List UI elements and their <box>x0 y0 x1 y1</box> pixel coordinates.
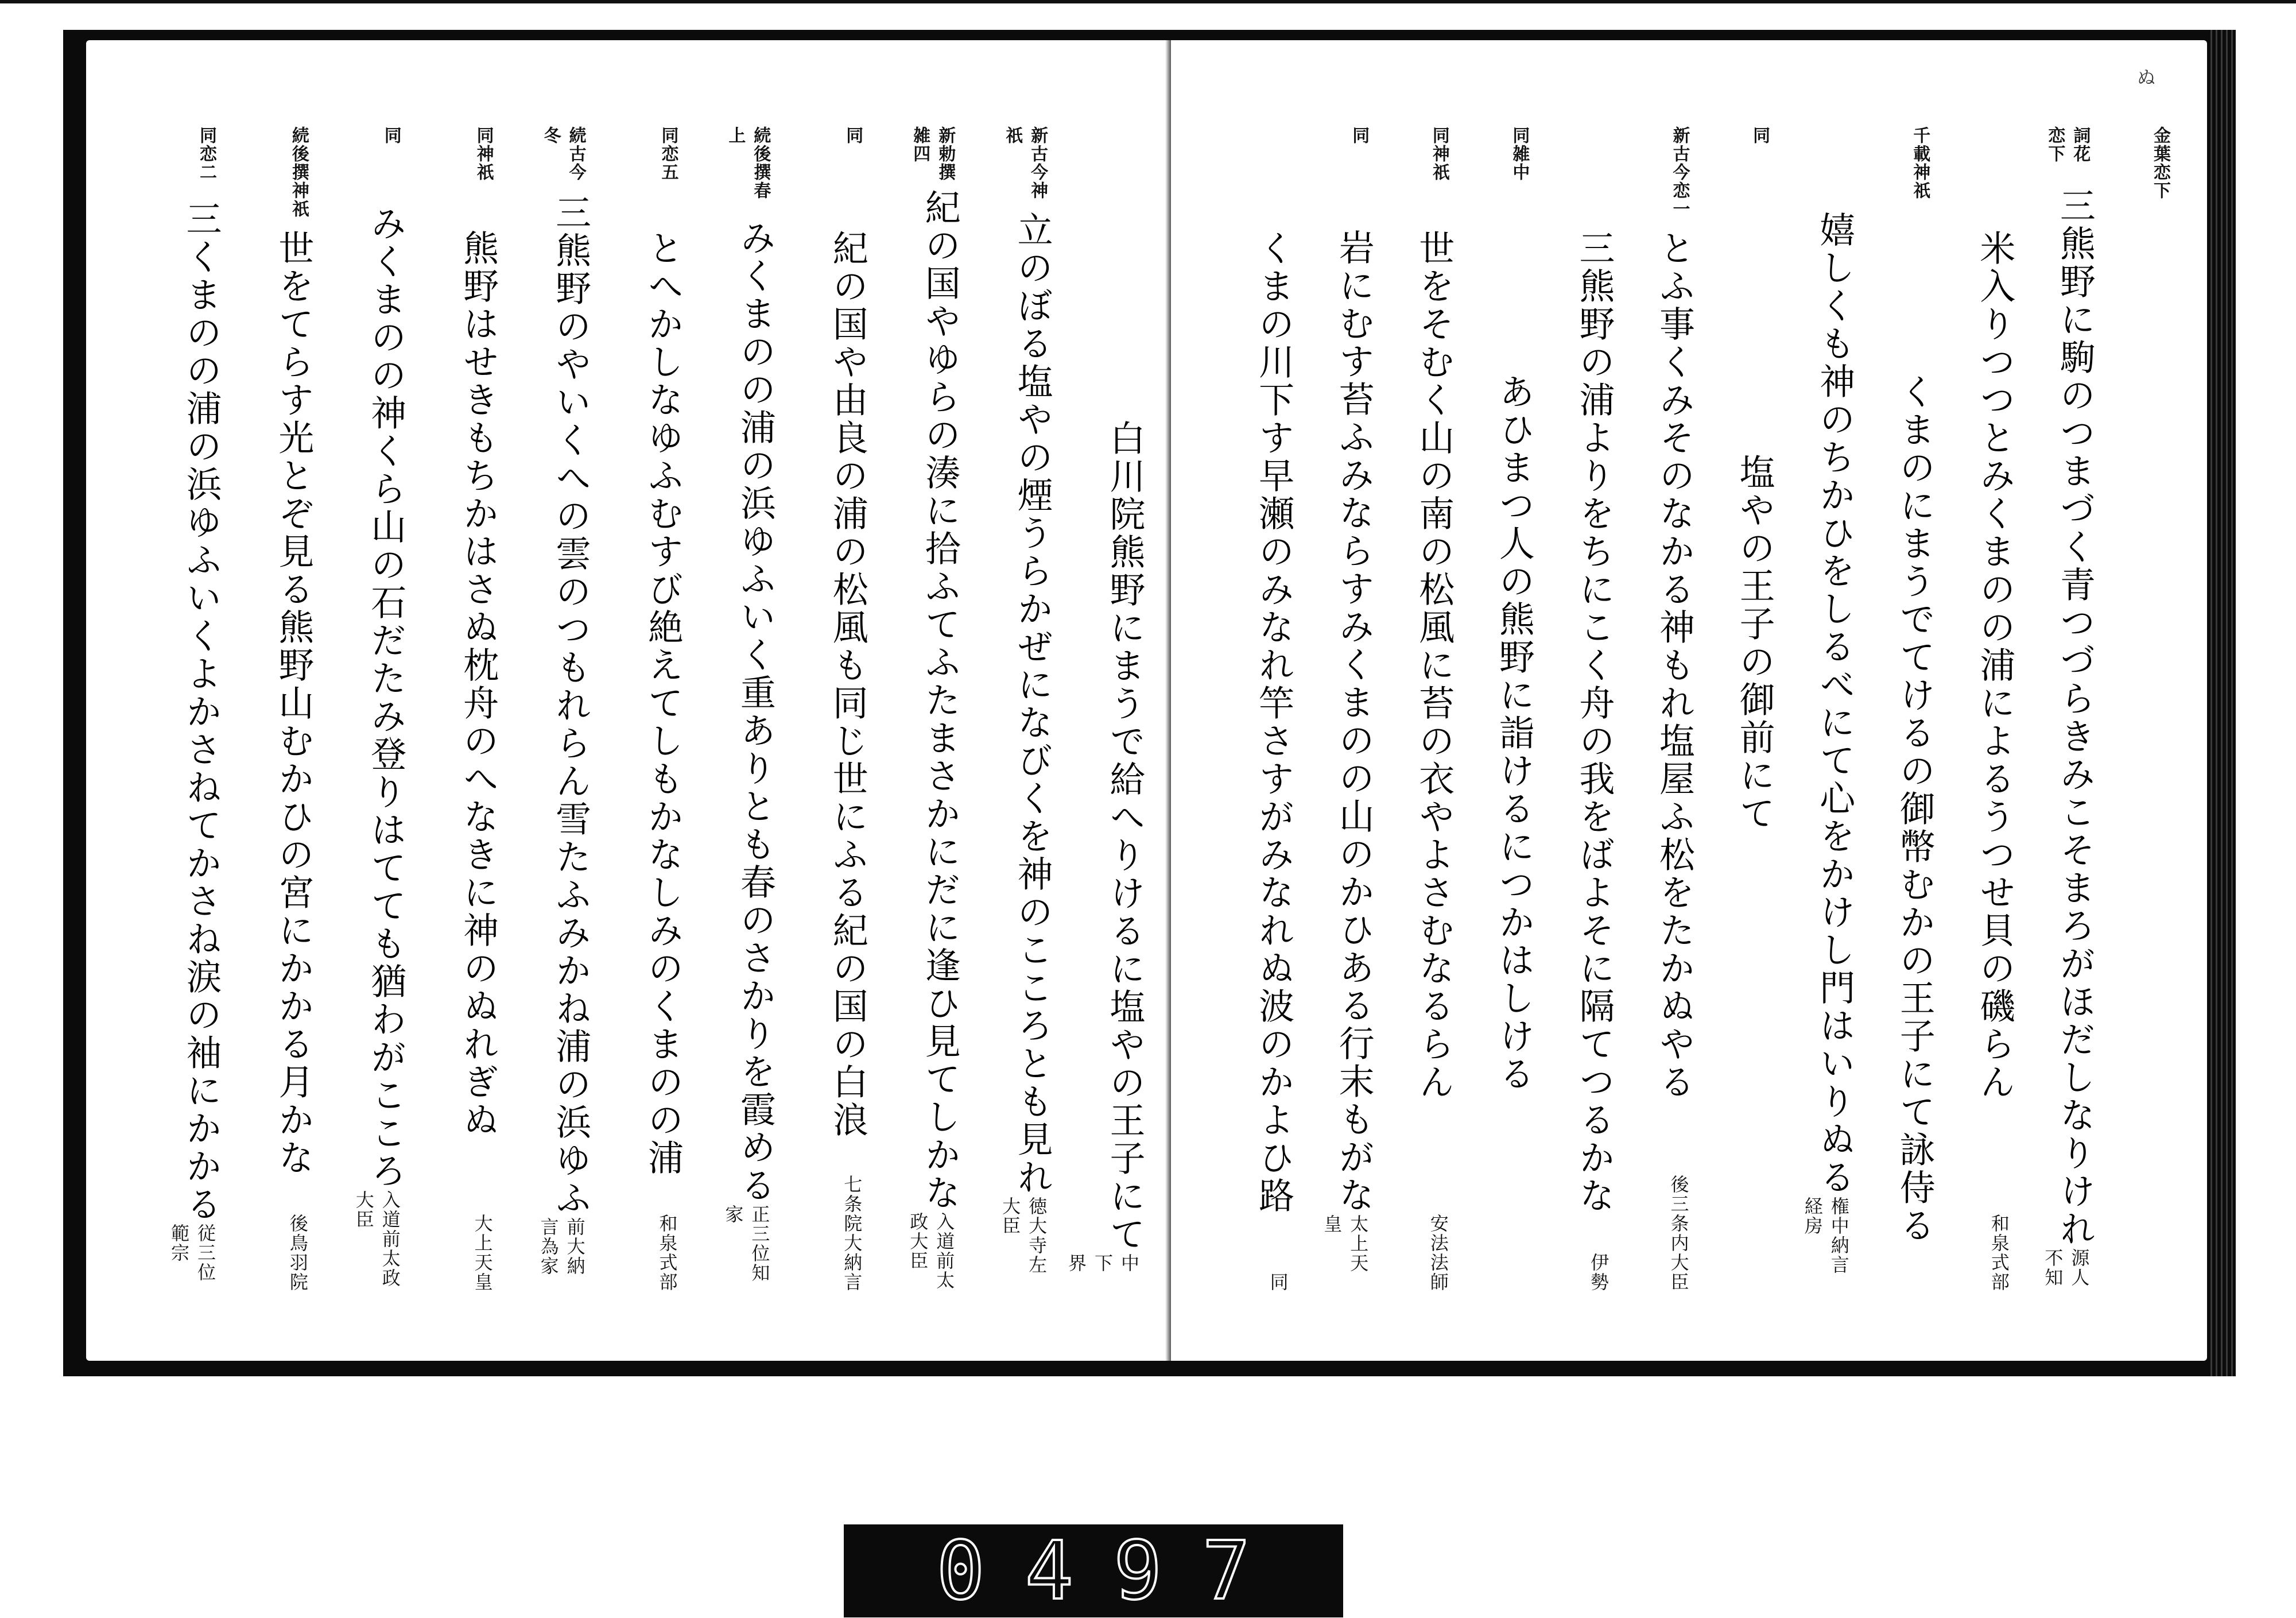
poem-text: 塩やの王子の御前にて <box>1733 454 1776 833</box>
sheet-number: 0497 <box>936 1524 1291 1618</box>
poem-column <box>957 115 1054 1292</box>
left-page <box>86 40 1182 1361</box>
right-page <box>1171 40 2207 1361</box>
corner-mark: ぬ <box>2136 67 2155 88</box>
source-heading: 続古今冬 <box>540 126 586 181</box>
book-spread <box>63 30 2236 1376</box>
poet-name: 同 <box>1267 1272 1289 1292</box>
poem-text: 世をそむく山の南の松風に苔の衣やよさむなるらん <box>1413 230 1455 1101</box>
poem-column <box>680 115 777 1292</box>
poem-column <box>588 115 684 1292</box>
poem-text: みくまのの神くら山の石だたみ登りはてても猶わがこころ <box>364 204 407 1190</box>
poet-name: 太上天皇 <box>1321 1214 1370 1273</box>
source-heading: 同 <box>1349 126 1370 145</box>
source-heading: 詞花恋下 <box>2045 126 2091 163</box>
poet-name: 和泉式部 <box>1988 1214 2010 1292</box>
poem-text: 嬉しくも神のちかひをしるべにて心をかけし門はいりぬる <box>1813 211 1856 1197</box>
poem-column <box>219 115 315 1292</box>
poem-text: 米入りつつとみくまのの浦によるうつせ貝の磯らん <box>1973 230 2016 1101</box>
poem-text: 世をてらす光とぞ見る熊野山むかひの宮にかかる月かな <box>272 230 315 1177</box>
source-heading: 新古今恋一 <box>1669 126 1690 218</box>
right-page-edges <box>2207 30 2236 1376</box>
poem-text: 熊野はせきもちかはさぬ枕舟のへなきに神のぬれぎぬ <box>457 230 499 1139</box>
poem-text: あひまつ人の熊野に詣けるにつかはしける <box>1493 373 1535 1093</box>
poem-text: 白川院熊野にまうで給へりけるに塩やの王子にて <box>1104 420 1146 1254</box>
poem-column <box>404 115 499 1292</box>
poem-text: とふ事くみそのなかる神もれ塩屋ふ松をたかぬやる <box>1653 230 1696 1101</box>
chapter-title: 金葉恋下 <box>2150 126 2170 200</box>
top-rule <box>0 0 2296 3</box>
source-heading: 同恋五 <box>658 126 678 181</box>
poem-column <box>1292 115 1375 1292</box>
poet-name: 前大納言為家 <box>537 1217 586 1276</box>
right-page-text <box>1211 115 2173 1292</box>
poem-text: 三くまのの浦の浜ゆふいくよかさねてかさね涙の袖にかかる <box>180 200 222 1224</box>
poet-name: 中下界 <box>1065 1253 1140 1274</box>
poem-text: 岩にむす苔ふみならすみくまのの山のかひある行末もがな <box>1333 229 1375 1214</box>
poem-text: くまのにまうでてけるの御幣むかの王子にて詠侍る <box>1894 373 1936 1245</box>
poem-text: とへかしなゆふむすび絶えてしもかなしみのくまのの浦 <box>642 230 684 1177</box>
poet-name: 安法法師 <box>1427 1214 1449 1292</box>
poem-column <box>126 115 222 1292</box>
source-heading: 新勅撰雑四 <box>910 126 956 181</box>
poem-column <box>1772 115 1856 1292</box>
poet-name: 入道前太政大臣 <box>907 1212 956 1291</box>
source-heading: 同雑中 <box>1509 126 1530 181</box>
poem-text: 紀の国や由良の浦の松風も同じ世にふる紀の国の白浪 <box>827 230 869 1139</box>
poet-name: 権中納言経房 <box>1801 1197 1850 1275</box>
poem-column <box>865 115 961 1292</box>
poem-column <box>1692 115 1776 1292</box>
source-heading: 同 <box>381 126 401 145</box>
poet-name: 七条院大納言 <box>841 1175 863 1292</box>
poem-column <box>311 115 407 1292</box>
poet-name: 徳大寺左大臣 <box>999 1197 1048 1275</box>
poet-name: 後鳥羽院 <box>286 1214 309 1292</box>
poet-name: 入道前太政大臣 <box>352 1190 401 1288</box>
poet-name: 伊勢 <box>1587 1253 1609 1292</box>
source-heading: 続後撰春上 <box>725 126 771 200</box>
poem-column <box>1932 115 2016 1292</box>
source-heading: 同神祇 <box>1429 126 1449 181</box>
poet-name: 大上天皇 <box>471 1214 494 1292</box>
source-heading: 同恋二 <box>196 126 216 181</box>
poet-name: 従三位範宗 <box>168 1224 216 1282</box>
poet-name: 源人不知 <box>2042 1248 2091 1287</box>
left-cover-edge <box>63 30 86 1376</box>
poem-column <box>1371 115 1455 1292</box>
source-heading: 同神祇 <box>473 126 494 181</box>
poem-text: みくまのの浦の浜ゆふいく重ありとも春のさかりを霞める <box>734 219 777 1205</box>
poem-column <box>1211 115 1295 1292</box>
poem-text: 立のぼる塩やの煙うらかぜになびくを神のこころとも見れ <box>1011 211 1054 1197</box>
poem-column <box>1852 115 1936 1292</box>
source-heading: 同 <box>1750 126 1770 145</box>
poet-name: 正三位知家 <box>722 1205 771 1283</box>
source-heading: 同 <box>843 126 863 145</box>
left-page-text <box>126 115 1146 1292</box>
right-title-column <box>2092 115 2173 1292</box>
poem-column <box>496 115 592 1292</box>
sheet-number-label <box>844 1524 1343 1617</box>
poem-column <box>773 115 869 1292</box>
poem-text: 三熊野の浦よりをちにこく舟の我をばよそに隔てつるかな <box>1573 230 1615 1215</box>
poem-column <box>1050 115 1146 1292</box>
poem-column <box>1531 115 1615 1292</box>
source-heading: 新古今神祇 <box>1002 126 1048 200</box>
poem-column <box>1612 115 1696 1292</box>
poet-name: 和泉式部 <box>656 1214 678 1292</box>
poem-column <box>1452 115 1535 1292</box>
poet-name: 後三条内大臣 <box>1667 1175 1690 1292</box>
poem-text: 三熊野のやいくへの雲のつもれらん雪たふみかね浦の浜ゆふ <box>549 194 592 1218</box>
poem-text: 三熊野に駒のつまづく青つづらきみこそまろがほだしなりけれ <box>2054 187 2096 1248</box>
poem-text: 紀の国やゆらの湊に拾ふてふたまさかにだに逢ひ見てしかな <box>919 189 961 1213</box>
source-heading: 続後撰神祇 <box>288 126 309 218</box>
poem-text: くまの川下す早瀬のみなれ竿さすがみなれぬ波のかよひ路 <box>1252 230 1295 1215</box>
poem-column <box>2012 115 2096 1292</box>
source-heading: 千載神祇 <box>1910 126 1930 200</box>
